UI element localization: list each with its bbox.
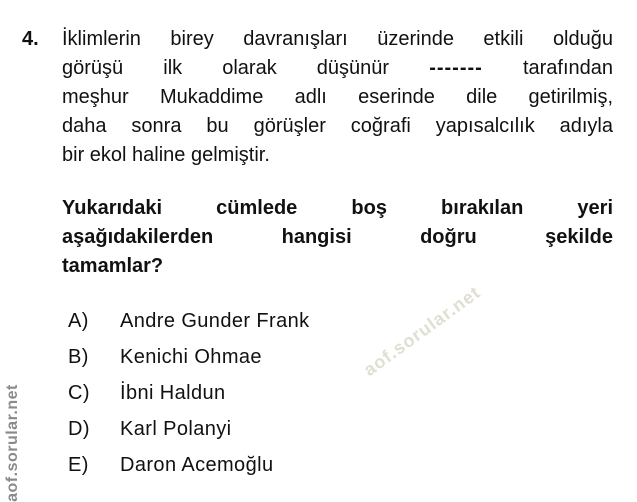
option-d-letter: D) — [68, 418, 90, 440]
option-e-letter: E) — [68, 454, 89, 476]
option-b-text: Kenichi Ohmae — [120, 346, 262, 368]
blank-dashes: ------- — [429, 57, 483, 79]
option-a — [68, 307, 588, 343]
option-b — [68, 343, 588, 379]
option-e — [68, 451, 588, 487]
question-body-line-1: İklimlerin birey davranışları üzerinde etkili olduğu — [62, 28, 613, 50]
question-body-line-3: meşhur Mukaddime adlı eserinde dile getirilmiş, — [62, 86, 613, 108]
option-d-text: Karl Polanyi — [120, 418, 232, 440]
question-prompt-line-1: Yukarıdaki cümlede boş bırakılan yeri — [62, 197, 613, 219]
option-b-letter: B) — [68, 346, 89, 368]
question-number: 4. — [22, 28, 39, 50]
question-prompt — [62, 194, 613, 281]
options-list — [68, 307, 588, 487]
option-a-text: Andre Gunder Frank — [120, 310, 310, 332]
question-body-line-4: daha sonra bu görüşler coğrafi yapısalcılık adıyla — [62, 115, 613, 137]
option-a-letter: A) — [68, 310, 89, 332]
watermark-diagonal: aof.sorular.net — [359, 282, 485, 380]
option-c — [68, 379, 588, 415]
option-e-text: Daron Acemoğlu — [120, 454, 274, 476]
question-body-line-5: bir ekol haline gelmiştir. — [62, 144, 270, 166]
question-body-line-2 — [62, 54, 613, 83]
watermark-side: aof.sorular.net — [4, 384, 21, 502]
option-c-text: İbni Haldun — [120, 382, 226, 404]
question-body-line-2-before: görüşü ilk olarak düşünür — [62, 57, 390, 79]
option-c-letter: C) — [68, 382, 90, 404]
question-body — [62, 25, 613, 170]
question-body-line-2-after: tarafından — [522, 57, 613, 79]
option-d — [68, 415, 588, 451]
question-prompt-line-2: aşağıdakilerden hangisi doğru şekilde — [62, 226, 613, 248]
question-prompt-line-3: tamamlar? — [62, 255, 164, 277]
